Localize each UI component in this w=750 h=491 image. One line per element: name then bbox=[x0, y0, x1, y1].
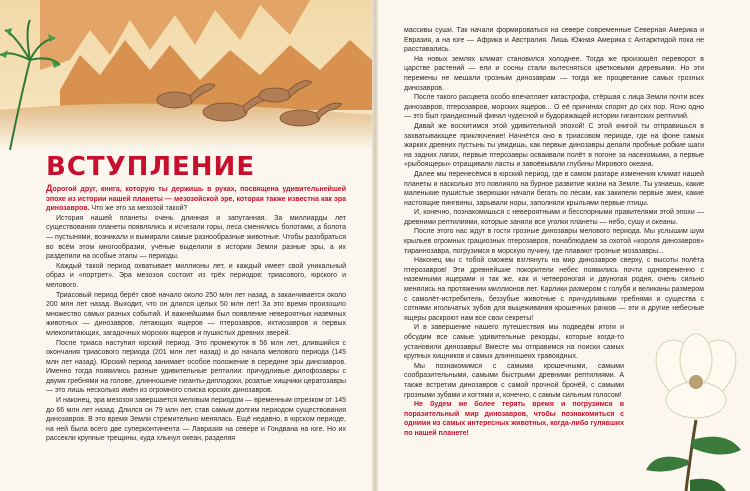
paragraph: На новых землях климат становился холоднее. Тогда же произошёл переворот в царстве растений — ели и сосны стали вытесняться цветковыми деревьями. Но эти перемены не мешали грозным динозаврам — тогда же процветание самых грозных динозавров. bbox=[404, 55, 704, 92]
page-title: ВСТУПЛЕНИЕ bbox=[46, 152, 256, 182]
paragraph: После триаса наступил юрский период. Это промежуток в 56 млн лет, длившийся с окончания триасового периода (201 млн лет назад) и до начала мелового периода (145 млн лет назад). Юрский период занимает особое положение в середине эры динозавров. Именно тогда появились разные удивительные рептилии: причудливые дилофозавры с двумя гребнями на голове, длинношеие гиганты-диплодоки, розатые хищники цератозавры — это лишь несколько имён из огромного списка юрских динозавров. bbox=[46, 339, 346, 395]
intro-tail: Что же это за мезозой такой? bbox=[89, 205, 188, 213]
paragraph: Мы познакомимся с самыми крошечными, самыми сообразительными, самыми быстрыми древними рептилиями. А также встретим динозавров с самой прочной бронёй, с самыми грозными зубами и когтями и, конечно, с самым сильным голосом! bbox=[404, 362, 624, 399]
left-page bbox=[0, 0, 372, 491]
paragraph: И, конечно, познакомишься с невероятными и бесспорными правителями этой эпохи — древними рептилиями, которые заняли все уголки планеты — небо, сушу и океаны. bbox=[404, 209, 704, 226]
magnolia-illustration bbox=[626, 300, 750, 491]
intro-highlight: орогой друг, книга, которую ты держишь в руках, посвящена удивительнейшей эпохе из истории нашей планеты — мезозойской эре, которая также известна как эра динозавров. bbox=[46, 186, 346, 213]
paragraph: Триасовый период берёт своё начало около 250 млн лет назад, а заканчивается около 200 млн лет назад. Выходит, что он длился целых 50 млн лет! За это время произошло множество самых разных событий. И важнейшими был появление невероятных наземных животных — динозавров, летающих ящеров — птерозавров, ихтиозавров и первых млекопитающих, загадочных морских ящеров и пушистых древних зверей. bbox=[46, 291, 346, 337]
intro-paragraph bbox=[46, 184, 346, 214]
dinosaur-illustration bbox=[0, 0, 372, 150]
paragraph: После такого расцвета особо впечатляет катастрофа, стёршая с лица Земли почти всех динозавров, птерозавров, морских ящеров... О её причинах спорят до сих пор. Ясно одно — это был грандиозный финал чудесной и будоражащей истории гигантских рептилий. bbox=[404, 94, 704, 121]
paragraph: Наконец мы с тобой сможем взглянуть на мир динозавров сверху, с высоты полёта птерозавров! Эти древнейшие покорители небес появились почти одновременно с наземными ящерами и так же, как и четвероногая и двуногая родня, очень сильно менялись на протяжении миллионов лет. Карлики размером с голубя и великаны размером с самолёт-истребитель, беззубые животные с причудливыми гребнями и существа с сотнями игольчатых зубов для выцеживания крошечных рачков — эти и другие небесные ящеры раскроют нам все свои секреты! bbox=[404, 257, 704, 322]
paragraph: И наконец, эра мезозоя завершается меловым периодом — временным отрезком от 145 до 66 млн лет назад. Длился он 79 млн лет, став самым долгим периодом существования динозавров. В это время Земли стремительно менялась. Ещё недавно, в юрском периоде, на ней была всего две суперконтинента — Лавразия на севере и Гондвана на юге. Но их рассекли крупные трещины, куда хлынул океан, разделяя bbox=[46, 397, 346, 443]
right-page bbox=[378, 0, 750, 491]
left-body-text bbox=[46, 184, 346, 444]
paragraph: Давай же восхитимся этой удивительной эпохой! С этой книгой ты отправишься в захватывающее приключение! Начнётся оно в триасовом периоде, где на фоне самых жарких древних пустынь ты увидишь, как первые динозавры делали пробные робкие шаги на задних лапах, первые птерозавры осваивали полёт в погоне за насекомыми, а первые «рыбоящеры» отращивали ласты и завоёвывали глубины Мирового океана. bbox=[404, 122, 704, 169]
paragraph: После этого нас ждут в гости грозные динозавры мелового периода. Мы услышим шум крыльев огромных грациозных птерозавров, понаблюдаем за охотой «короля динозавров» тираннозавра, погрузимся в морскую пучину, где плавают грозные мозазавры... bbox=[404, 228, 704, 255]
drop-cap: Д bbox=[46, 183, 53, 193]
paragraph: История нашей планеты очень длинная и запутанная. За миллиарды лет существования планеты появлялись и исчезали горы, леса сменялись болотами, а болота — пустынями, возникали и вымирали самые разнообразные животные. Чтобы разобраться во всём этом многообразии, учёные выделили в истории Земли разные эры, а их разделили на особые этапы — периоды. bbox=[46, 214, 346, 261]
paragraph: массивы суши. Так начали формироваться на севере современные Северная Америка и Евразия, а на юге — Африка и Австралия. Лишь Южная Америка с Антарктидой пока не расставались. bbox=[404, 27, 704, 54]
paragraph: И в завершение нашего путешествия мы подведём итоги и обсудим все самые удивительные рекорды, которые когда-то установили динозавры! Вместе мы отправимся на поиски самых крупных хищников и самых длинношеих травоядных. bbox=[404, 324, 624, 361]
closing-highlight: Не будем же более терять время и погрузимся в поразительный мир динозавров, чтобы познакомиться с одними из самых интересных животных, когда-либо гулявших по нашей планете! bbox=[404, 401, 624, 437]
paragraph: Далее мы перенесёмся в юрский период, где в самом разгаре изменения климат нашей планеты и насколько это повлияло на бурное развитие жизни на Земле. Ты узнаешь, какие маленькие пушистые зверюшки начали бегать по лесам, как закипели первые змеи, какие настоящие пингвины, зарывали норы, заполняли крыльями первые птицы. bbox=[404, 170, 704, 207]
paragraph: Каждый такой период охватывает миллионы лет, и каждый имеет свой уникальный образ и «портрет». Эра мезозоя состоит из трёх периодов: триасового, юрского и мелового. bbox=[46, 262, 346, 289]
